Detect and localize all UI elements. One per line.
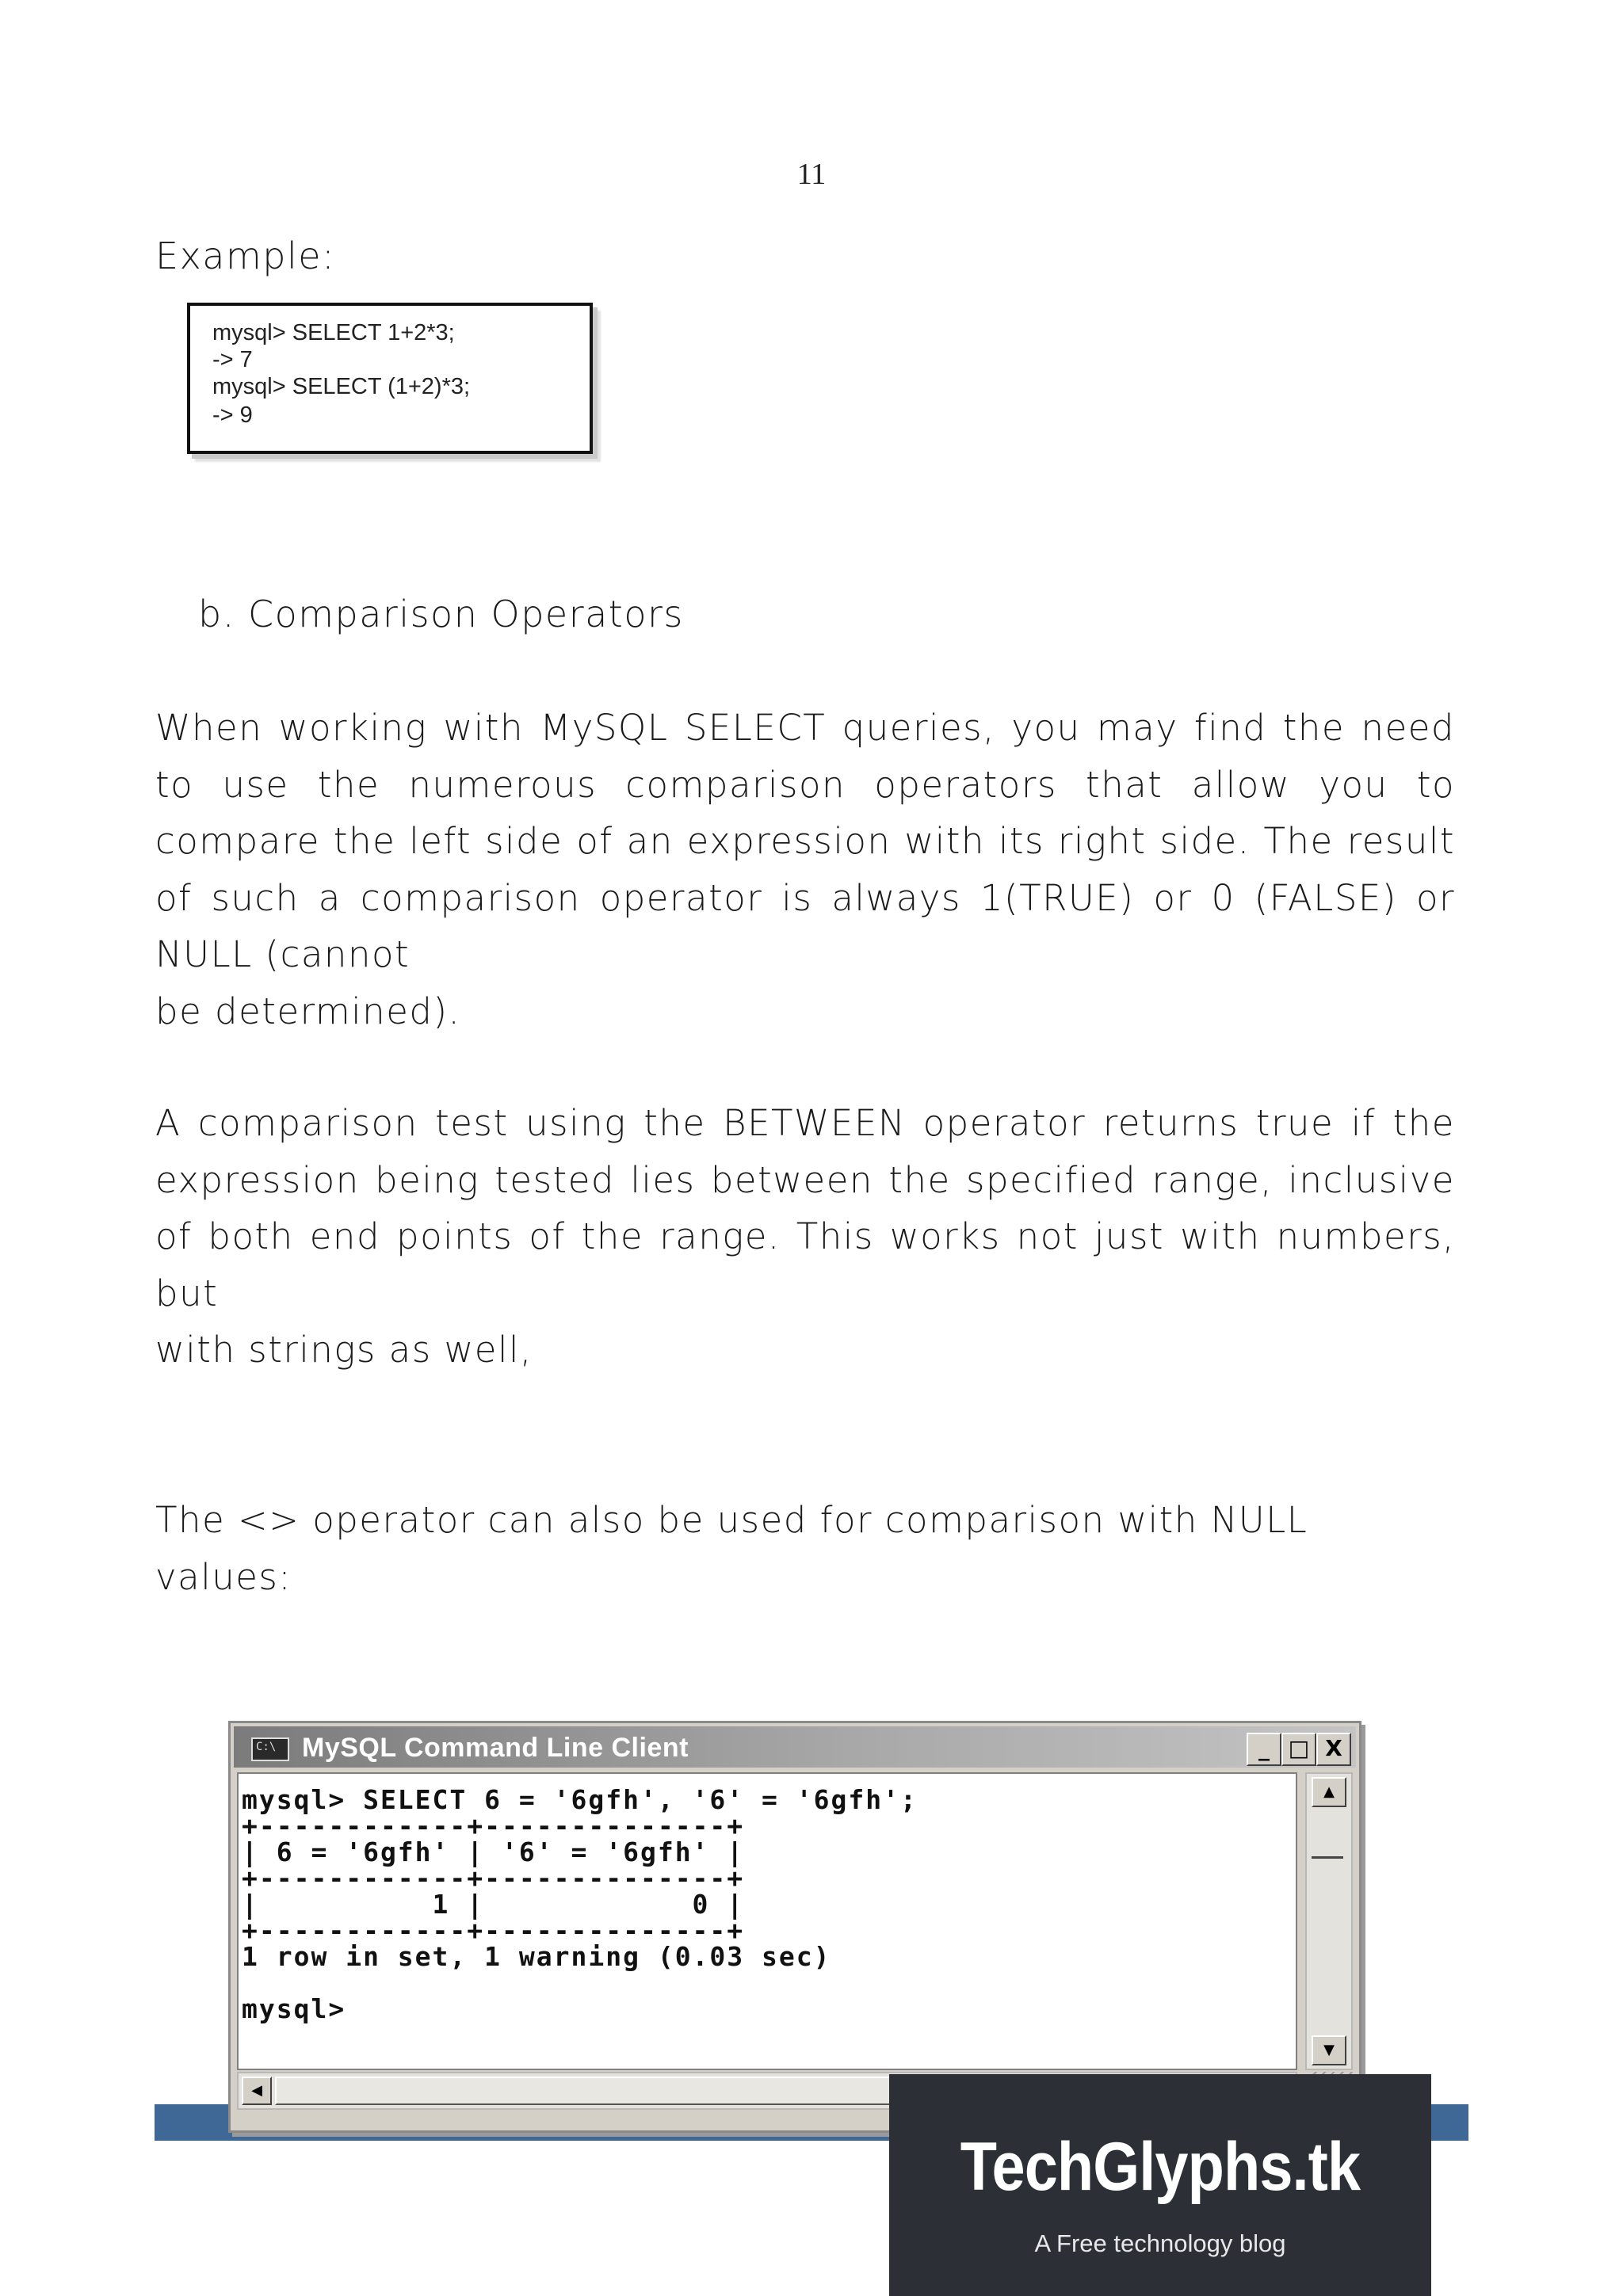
terminal-output: mysql> SELECT 6 = '6gfh', '6' = '6gfh'; +------------+--------------+ | 6 = '6gfh' | '6' = '6gfh' | +------------+--------------+ | 1 | 0 | +------------+--------------+ 1 row in set, 1 warning (0.03 sec) mysql>	[242, 1784, 918, 2024]
scroll-down-icon[interactable]: ▼	[1312, 2035, 1346, 2065]
paragraph-body: A comparison test using the BETWEEN operator returns true if the expression being tested lies between the specified range, inclusive of both end points of the range. This works not just with numbers, but	[155, 1102, 1455, 1314]
vertical-scrollbar[interactable]	[1305, 1772, 1353, 2070]
scroll-left-icon[interactable]: ◀	[242, 2077, 272, 2105]
example-heading: Example:	[155, 235, 336, 277]
logo-tagline: A Free technology blog	[1034, 2229, 1286, 2257]
terminal-output-area[interactable]	[237, 1772, 1297, 2070]
paragraph-between	[155, 1095, 1455, 1379]
mysql-terminal-window	[228, 1721, 1361, 2133]
scroll-up-icon[interactable]: ▲	[1312, 1777, 1346, 1807]
console-icon	[251, 1737, 289, 1761]
horizontal-scroll-thumb[interactable]	[275, 2077, 904, 2105]
paragraph-last-line: be determined).	[155, 990, 461, 1032]
paragraph-body: When working with MySQL SELECT queries, you may find the need to use the numerous comparison operators that allow you to compare the left side of an expression with its right side. The result of such a comparison operator is always 1(TRUE) or 0 (FALSE) or NULL (cannot	[155, 707, 1455, 975]
page-number: 11	[796, 158, 827, 191]
terminal-title-bar[interactable]	[234, 1726, 1356, 1768]
paragraph-comparison-intro	[155, 700, 1455, 1039]
paragraph-last-line: with strings as well,	[155, 1329, 533, 1371]
minimize-button[interactable]: _	[1247, 1733, 1281, 1766]
maximize-button[interactable]: □	[1281, 1733, 1316, 1766]
code-line: -> 7	[212, 347, 253, 372]
paragraph-not-equal	[155, 1492, 1455, 1605]
code-line: mysql> SELECT 1+2*3;	[212, 320, 455, 345]
section-heading: b. Comparison Operators	[198, 593, 684, 635]
paragraph-body: The <> operator can also be used for comparison with NULL values:	[155, 1499, 1308, 1598]
vertical-scroll-thumb[interactable]	[1312, 1845, 1343, 1859]
logo-brand: TechGlyphs.tk	[960, 2129, 1361, 2205]
console-icon-label: C:\	[256, 1741, 277, 1753]
terminal-title: MySQL Command Line Client	[302, 1733, 689, 1763]
code-line: mysql> SELECT (1+2)*3;	[212, 374, 471, 399]
techglyphs-logo	[889, 2074, 1431, 2296]
close-button[interactable]: X	[1316, 1733, 1351, 1766]
code-example-box	[187, 303, 593, 454]
code-line: -> 9	[212, 402, 253, 428]
